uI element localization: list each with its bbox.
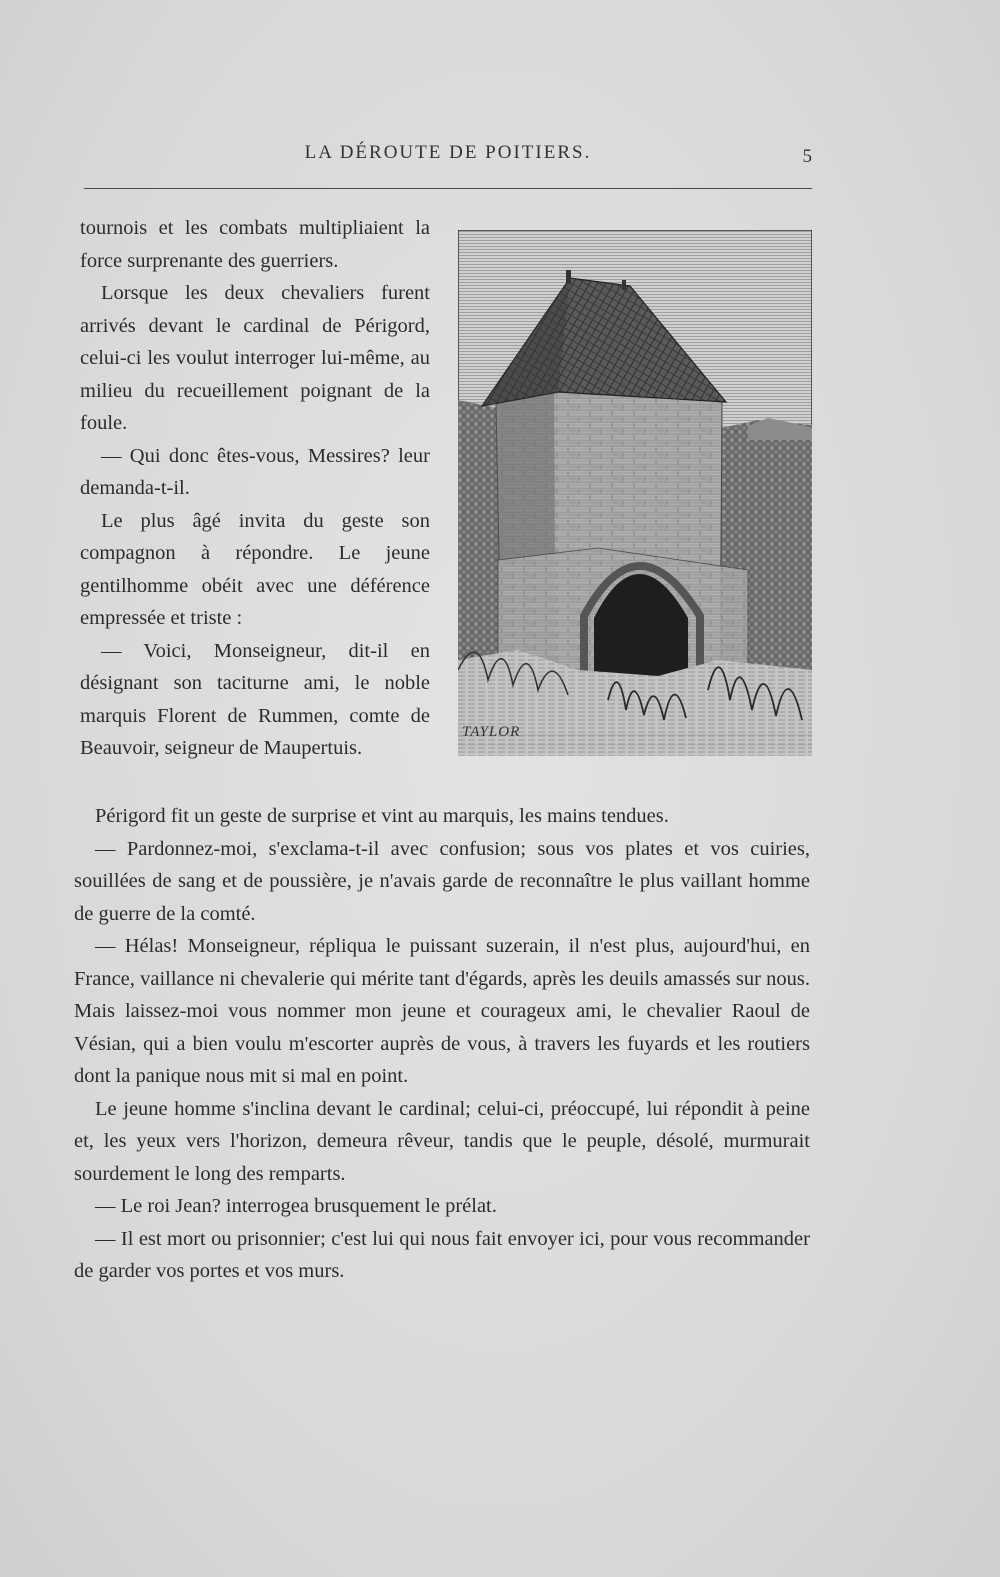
full-width-text	[74, 800, 810, 1288]
paragraph: Le jeune homme s'inclina devant le cardinal; celui-ci, préoccupé, lui répondit à peine et, les yeux vers l'horizon, demeura rêveur, tandis que le peuple, désolé, murmurait sourdement le long des remparts.	[74, 1097, 810, 1185]
paragraph: — Qui donc êtes-vous, Messires? leur demanda-t-il.	[80, 444, 430, 499]
paragraph: Périgord fit un geste de surprise et vint au marquis, les mains tendues.	[95, 805, 669, 827]
paragraph: — Voici, Monseigneur, dit-il en désignant son taciturne ami, le noble marquis Florent de Rummen, comte de Beauvoir, seigneur de Maupertuis.	[80, 639, 430, 759]
engraving-drawing	[458, 230, 812, 756]
left-column-text	[80, 212, 430, 765]
paragraph: — Hélas! Monseigneur, répliqua le puissant suzerain, il n'est plus, aujourd'hui, en France, vaillance ni chevalerie qui mérite tant d'égards, après les deuils amassés sur nous. Mais laissez-moi vous nommer mon jeune et courageux ami, le chevalier Raoul de Vésian, qui a bien voulu m'escorter auprès de vous, à travers les fuyards et les routiers dont la panique nous mit si mal en point.	[74, 935, 810, 1087]
running-title: LA DÉROUTE DE POITIERS.	[304, 142, 592, 163]
paragraph: — Le roi Jean? interrogea brusquement le prélat.	[95, 1195, 497, 1217]
paragraph: tournois et les combats multipliaient la force surprenante des guerriers.	[80, 217, 430, 272]
engraver-signature: TAYLOR	[462, 724, 521, 740]
paragraph: Lorsque les deux chevaliers furent arrivés devant le cardinal de Périgord, celui-ci les voulut interroger lui-même, au milieu du recueillement poignant de la foule.	[80, 282, 430, 434]
tower-gate-engraving	[458, 230, 812, 756]
paragraph: Le plus âgé invita du geste son compagnon à répondre. Le jeune gentilhomme obéit avec une déférence empressée et triste :	[80, 509, 430, 629]
header-rule	[84, 188, 812, 189]
paragraph: — Pardonnez-moi, s'exclama-t-il avec confusion; sous vos plates et vos cuiries, souillées de sang et de poussière, je n'avais garde de reconnaître le plus vaillant homme de guerre de la comté.	[74, 837, 810, 925]
running-head	[84, 142, 812, 172]
paragraph: — Il est mort ou prisonnier; c'est lui qui nous fait envoyer ici, pour vous recommander de garder vos portes et vos murs.	[74, 1227, 810, 1282]
page-number: 5	[802, 146, 812, 167]
